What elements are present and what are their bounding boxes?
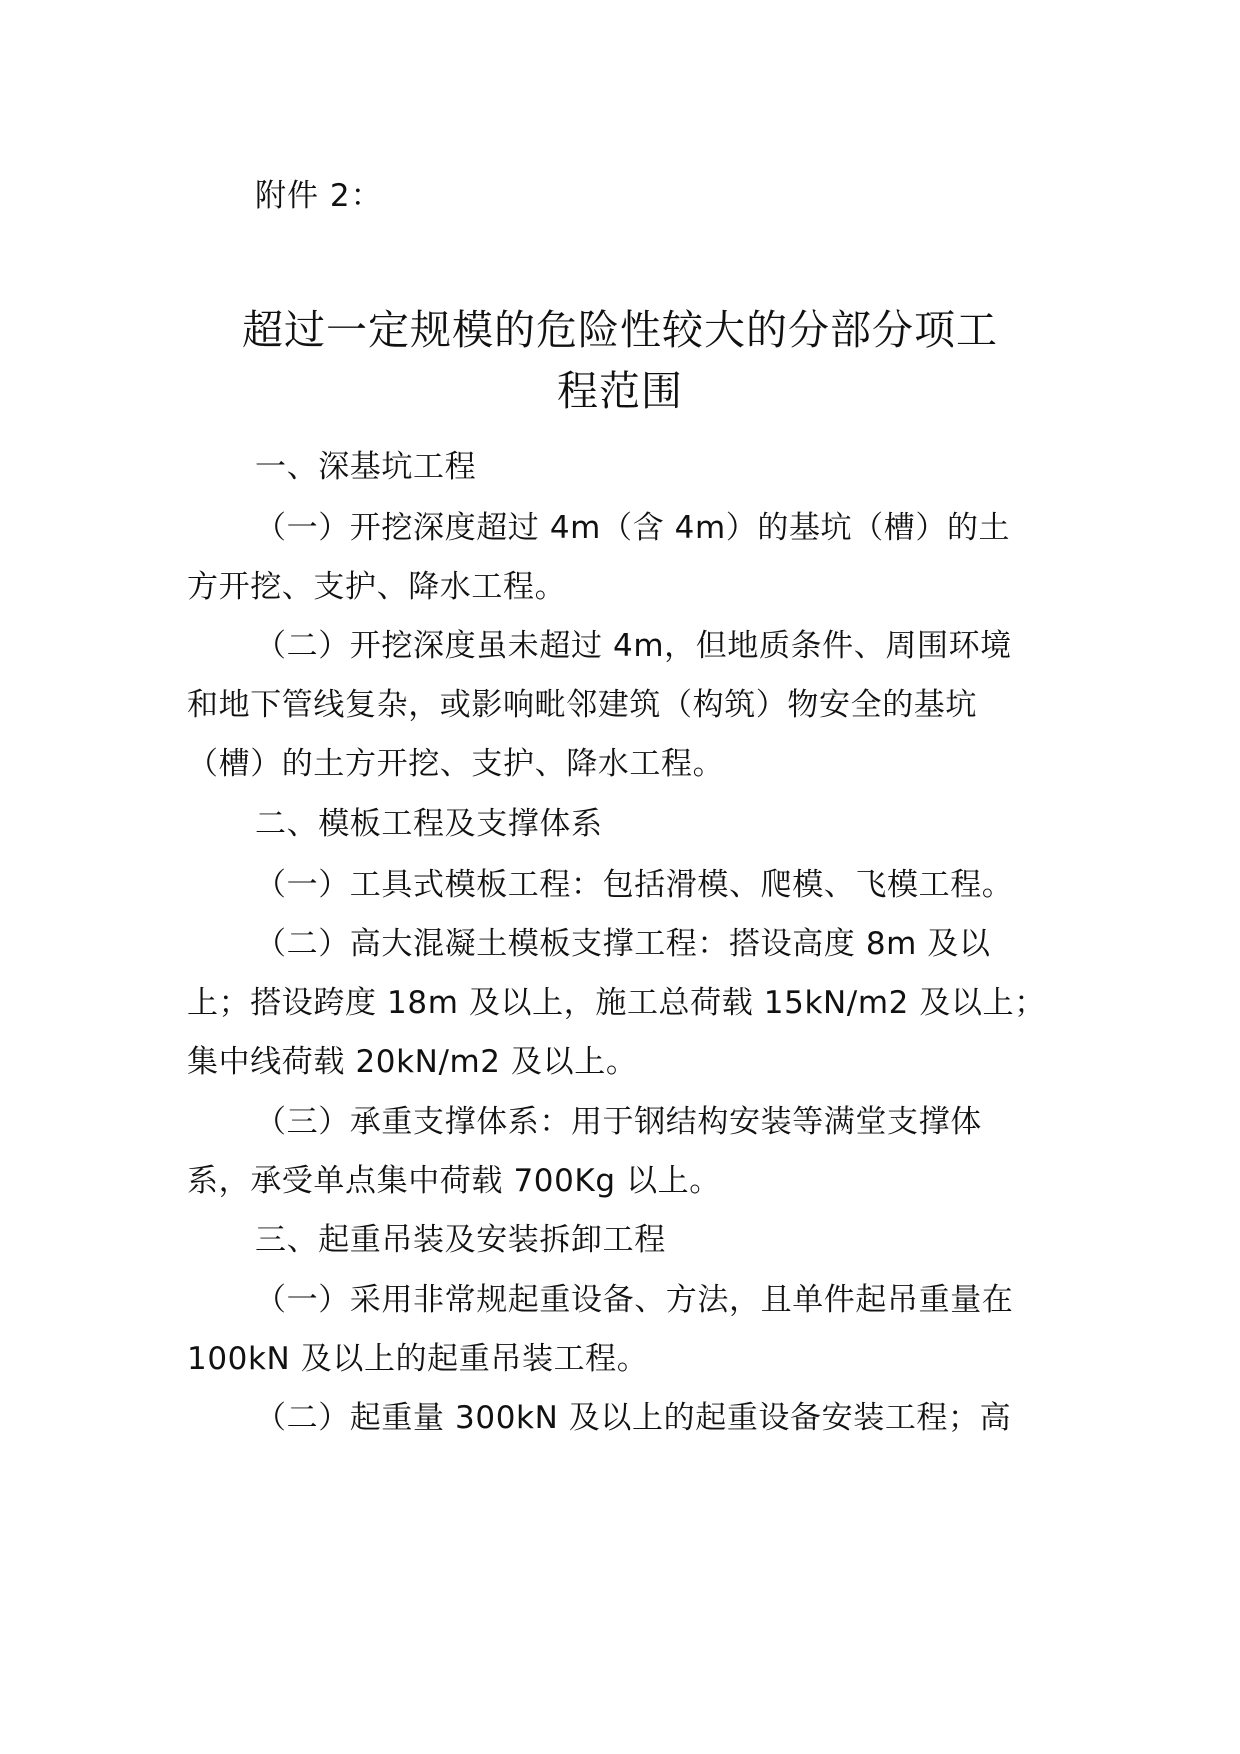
body-line: 和地下管线复杂，或影响毗邻建筑（构筑）物安全的基坑 <box>187 687 977 723</box>
body-line: 方开挖、支护、降水工程。 <box>187 569 567 605</box>
section-heading-formwork: 二、模板工程及支撑体系 <box>255 806 603 842</box>
body-line: （二）起重量 300kN 及以上的起重设备安装工程；高 <box>255 1400 1012 1436</box>
body-line: 系，承受单点集中荷载 700Kg 以上。 <box>187 1163 721 1199</box>
body-line: （二）高大混凝土模板支撑工程：搭设高度 8m 及以 <box>255 926 991 962</box>
section-heading-deep-foundation-pit: 一、深基坑工程 <box>255 449 477 485</box>
body-line: （一）开挖深度超过 4m（含 4m）的基坑（槽）的土 <box>255 510 1011 546</box>
body-line: 100kN 及以上的起重吊装工程。 <box>187 1341 649 1377</box>
document-title-line-1: 超过一定规模的危险性较大的分部分项工 <box>242 306 998 354</box>
body-line: 上；搭设跨度 18m 及以上，施工总荷载 15kN/m2 及以上； <box>187 985 1046 1021</box>
body-line: （槽）的土方开挖、支护、降水工程。 <box>187 746 725 782</box>
section-heading-lifting: 三、起重吊装及安装拆卸工程 <box>255 1222 666 1258</box>
document-title-line-2: 程范围 <box>557 367 683 415</box>
attachment-label: 附件 2： <box>255 178 383 214</box>
body-line: （三）承重支撑体系：用于钢结构安装等满堂支撑体 <box>255 1104 982 1140</box>
body-line: 集中线荷载 20kN/m2 及以上。 <box>187 1044 638 1080</box>
body-line: （一）采用非常规起重设备、方法，且单件起吊重量在 <box>255 1282 1014 1318</box>
body-line: （二）开挖深度虽未超过 4m，但地质条件、周围环境 <box>255 628 1012 664</box>
body-line: （一）工具式模板工程：包括滑模、爬模、飞模工程。 <box>255 867 1014 903</box>
